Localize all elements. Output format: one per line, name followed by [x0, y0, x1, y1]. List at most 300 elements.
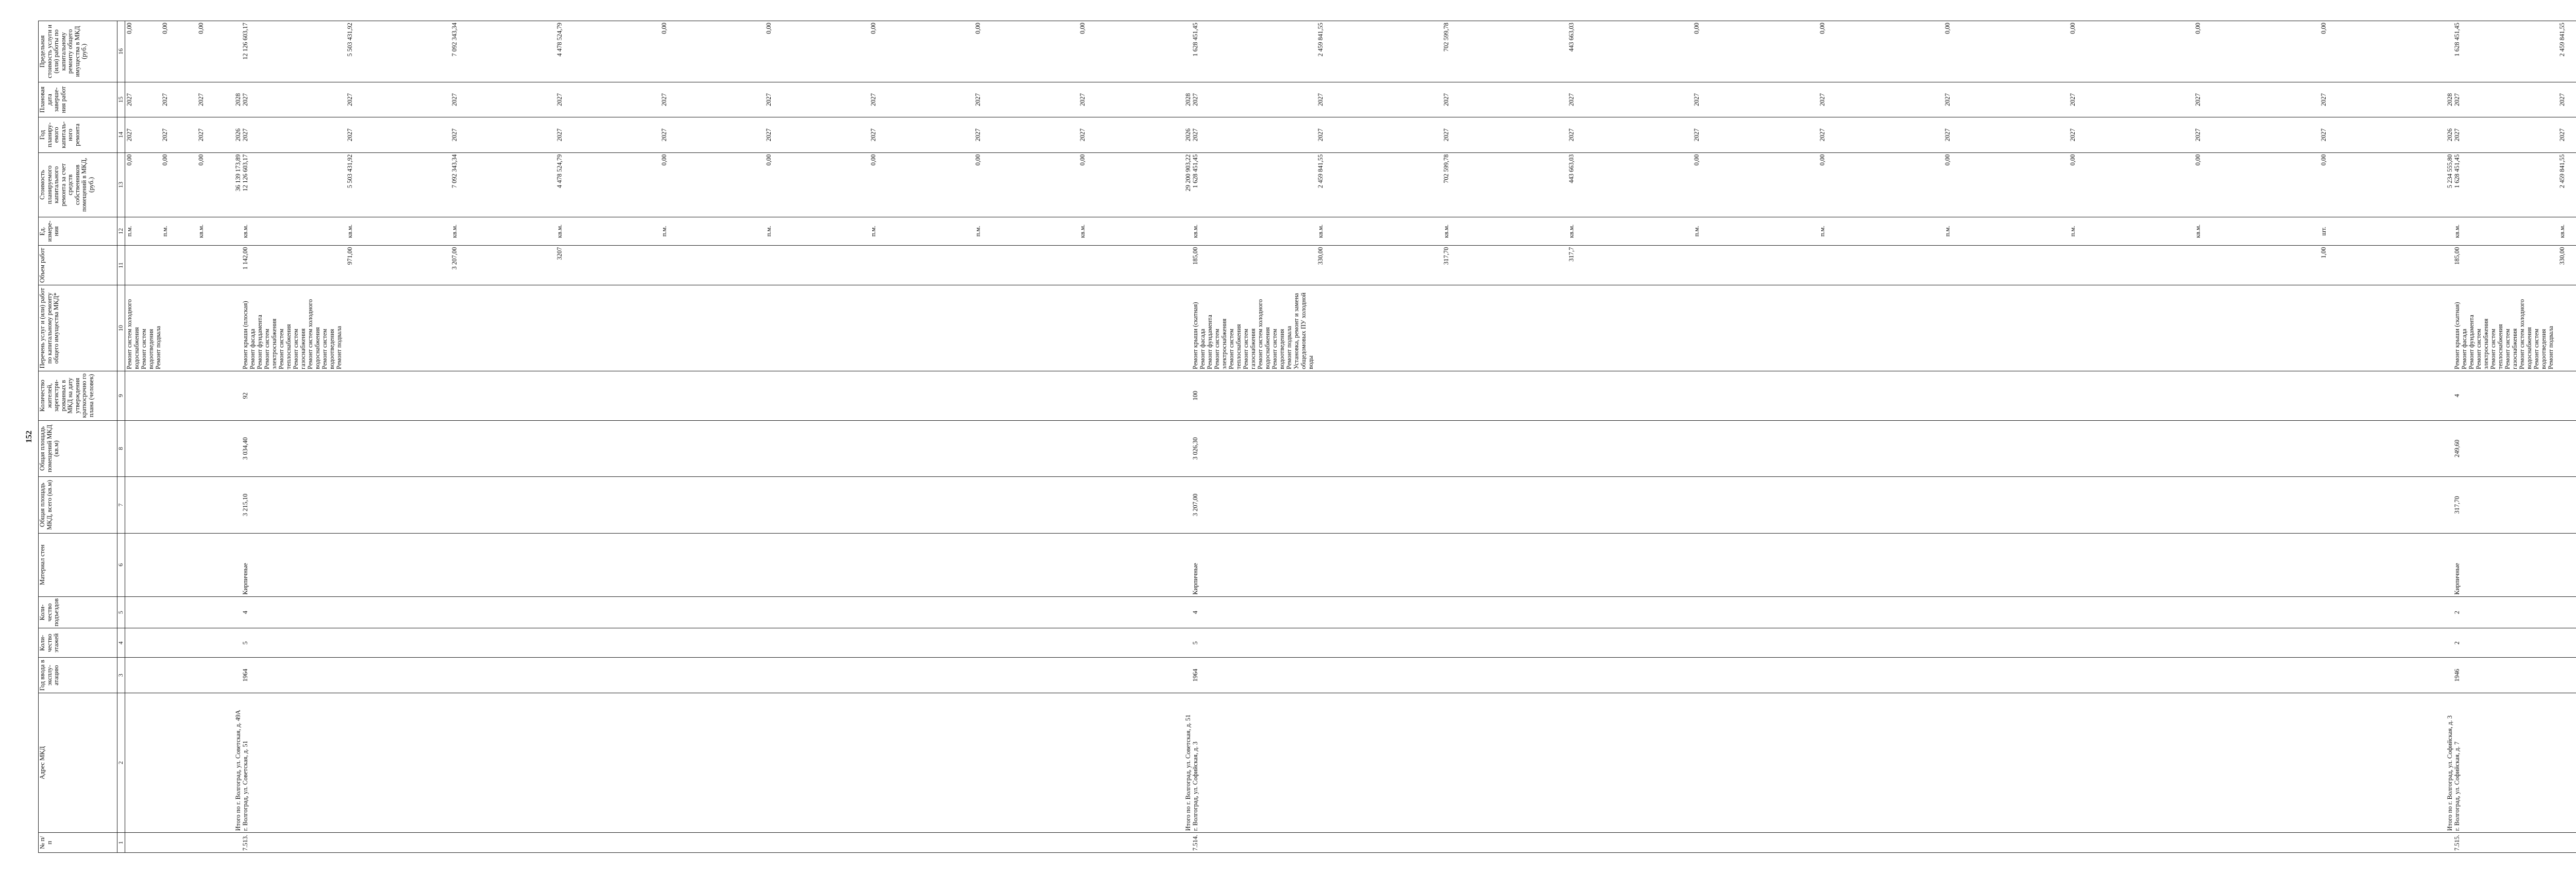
cell-line: 0,00 — [2194, 154, 2202, 166]
cell-line: 2028 — [1184, 93, 1192, 106]
cell-line: 2027 — [2319, 128, 2327, 142]
cell-line: 12 126 603,17 — [242, 23, 249, 60]
cell-line: 317,70 — [2453, 496, 2461, 514]
cell-line: 2027 — [2069, 93, 2077, 106]
cell-line: Ремонт крыши (плоская) — [242, 301, 249, 369]
cell-line — [2069, 247, 2194, 284]
cell-line: 2027 — [2069, 128, 2077, 142]
cell-line: 2027 — [660, 128, 668, 142]
cell-line — [1184, 630, 1192, 656]
address-cell — [2446, 693, 2576, 832]
cell-line — [234, 373, 242, 419]
cell-line: 2027 — [1818, 93, 1826, 106]
unit-cell — [1184, 217, 2446, 246]
cell-line: Кирпичные — [1191, 563, 1199, 595]
cell-line: 3 207,00 — [451, 247, 459, 270]
cell-line: Ремонт крыши (скатная) — [1191, 302, 1199, 369]
cost-cell — [234, 152, 1184, 217]
cell-line — [2446, 659, 2453, 691]
cell-line: г. Волгоград, ул. Советская, д. 51 — [242, 741, 249, 831]
cell-line: 5 234 555,80 — [2446, 154, 2454, 188]
unit-cell — [125, 217, 234, 246]
cell-line: Ремонт подвала — [154, 325, 162, 369]
cell-line — [234, 247, 242, 284]
cell-line: 2027 — [555, 128, 563, 142]
cell-line: Ремонт систем холодного водоснабжения — [125, 299, 140, 369]
cell-line — [1184, 373, 1192, 419]
cell-line: 2026 — [1184, 128, 1192, 142]
end-year-cell — [125, 82, 234, 117]
column-number-row — [117, 21, 125, 853]
table-body — [125, 21, 2576, 853]
cell-line: кв.м. — [346, 224, 354, 238]
cell-line: Ремонт фасада — [2461, 329, 2468, 369]
cell-line: 971,00 — [346, 247, 354, 265]
cell-line — [234, 219, 242, 244]
cell-line: 0,00 — [765, 154, 772, 166]
volume-cell — [125, 245, 234, 285]
cell-line: Ремонт систем газоснабжения — [1242, 328, 1257, 369]
cell-line — [1819, 247, 1944, 284]
cell-line — [1944, 247, 2069, 284]
cell-line: 317,70 — [1442, 247, 1450, 265]
cell-line: 2027 — [451, 93, 459, 106]
cell-line: 330,00 — [2558, 247, 2566, 265]
cell-line: г. Волгоград, ул. Софийская, д. 7 — [2453, 741, 2461, 831]
cell-line: 2 459 841,55 — [1317, 23, 1325, 57]
cell-line: 2027 — [974, 128, 981, 142]
limit-cell — [125, 21, 234, 82]
cell-line: 2027 — [1693, 128, 1701, 142]
column-number: 8 — [117, 420, 125, 476]
residents-cell — [234, 371, 1184, 420]
cell-line: кв.м. — [1191, 224, 1199, 238]
header-cell-11: Объем работ — [39, 245, 117, 285]
area-total-cell — [125, 477, 234, 533]
year-cell — [234, 658, 1184, 693]
header-cell-12: Ед. измере-ния — [39, 217, 117, 246]
cell-line: 443 663,03 — [1567, 154, 1575, 183]
floors-cell — [2446, 628, 2576, 658]
cell-line — [2446, 630, 2453, 656]
cell-line: 2027 — [869, 93, 877, 106]
cell-line: 317,7 — [1567, 247, 1575, 262]
cell-line — [1184, 834, 1192, 851]
cell-line: 2027 — [1442, 128, 1450, 142]
column-number: 3 — [117, 658, 125, 693]
cell-line: 702 599,78 — [1442, 23, 1450, 52]
cell-line: 2027 — [161, 93, 169, 106]
cell-line: 0,00 — [1078, 23, 1086, 34]
cell-line: Ремонт систем теплоснабжения — [2489, 324, 2504, 369]
cell-line: 1 628 451,45 — [2453, 23, 2461, 57]
works-cell — [234, 285, 1184, 371]
cell-line: 2027 — [2558, 93, 2566, 106]
cell-line: 5 503 431,92 — [346, 23, 354, 57]
limit-cell — [1184, 21, 2446, 82]
floors-cell — [1184, 628, 2446, 658]
cell-line: 0,00 — [869, 23, 877, 34]
cell-line: 2027 — [765, 128, 772, 142]
cell-line: 2027 — [1943, 93, 1951, 106]
cell-line: 7 092 343,34 — [451, 23, 459, 57]
material-cell — [2446, 533, 2576, 596]
cell-line: Ремонт систем холодного водоснабжения — [1256, 299, 1271, 369]
cell-line: 2027 — [346, 93, 354, 106]
cell-line: п.м. — [2069, 226, 2077, 237]
cell-line: Ремонт систем газоснабжения — [2504, 328, 2519, 369]
cell-line — [2446, 598, 2453, 627]
row-number-cell — [1184, 833, 2446, 853]
cell-line: 2026 — [2446, 128, 2454, 142]
cell-line: 2027 — [869, 128, 877, 142]
cell-line: п.м. — [974, 226, 981, 237]
header-cell-7: Общая площадь МКД, всего (кв.м) — [39, 477, 117, 533]
cell-line: 2027 — [1818, 128, 1826, 142]
table-row — [1184, 21, 2446, 853]
cell-line: 0,00 — [1943, 154, 1951, 166]
cell-line: 2027 — [2453, 93, 2461, 106]
cost-cell — [1184, 152, 2446, 217]
cell-line: 4 — [2453, 394, 2461, 398]
cell-line: Ремонт систем электроснабжения — [2475, 318, 2490, 369]
cell-line: Ремонт систем электроснабжения — [1213, 318, 1228, 369]
cell-line — [1184, 23, 1192, 80]
address-cell — [125, 693, 234, 832]
cell-line: 0,00 — [765, 23, 772, 34]
cell-line: 2027 — [2453, 128, 2461, 142]
cell-line: 5 — [242, 641, 249, 645]
area-premises-cell — [234, 420, 1184, 476]
cell-line: 0,00 — [660, 154, 668, 166]
cell-line: 3 215,10 — [242, 493, 249, 517]
cell-line: п.м. — [1818, 226, 1826, 237]
cell-line — [2446, 219, 2453, 244]
cell-line: Ремонт систем водоотведения — [2533, 329, 2548, 369]
cell-line: 2027 — [1943, 128, 1951, 142]
cell-line: Ремонт систем теплоснабжения — [1227, 324, 1242, 369]
year-cell — [1184, 658, 2446, 693]
residents-cell — [1184, 371, 2446, 420]
material-cell — [125, 533, 234, 596]
cell-line: 4 478 524,79 — [555, 23, 563, 57]
cell-line: 1 628 451,45 — [2453, 154, 2461, 188]
cell-line: 2027 — [1191, 128, 1199, 142]
cell-line — [2446, 478, 2453, 531]
limit-cell — [2446, 21, 2576, 82]
cell-line — [161, 247, 197, 284]
cell-line: 2027 — [1317, 128, 1325, 142]
cell-line: 0,00 — [1693, 23, 1701, 34]
floors-cell — [234, 628, 1184, 658]
cell-line: 0,00 — [2069, 23, 2077, 34]
cell-line: 29 200 903,22 — [1184, 154, 1192, 192]
cell-line: 1,00 — [2319, 247, 2327, 259]
column-number: 12 — [117, 217, 125, 246]
cell-line: 2027 — [2194, 128, 2202, 142]
column-number: 10 — [117, 285, 125, 371]
table-row — [234, 21, 1184, 853]
cell-line — [765, 247, 870, 284]
cell-line — [2446, 834, 2453, 851]
cell-line: 0,00 — [974, 23, 981, 34]
cell-line — [2446, 535, 2453, 595]
cell-line — [1184, 422, 1192, 475]
cell-line: кв.м. — [1567, 224, 1575, 238]
cell-line: 0,00 — [161, 154, 169, 166]
cell-line: 2027 — [1078, 93, 1086, 106]
cell-line: 7.514. — [1191, 834, 1199, 851]
column-number: 16 — [117, 21, 125, 82]
column-number: 6 — [117, 533, 125, 596]
cell-line — [1693, 247, 1818, 284]
cell-line: 5 503 431,92 — [346, 154, 354, 188]
cell-line — [234, 834, 242, 851]
header-cell-16: Предельная стоимость услуги и (или) работы по капитальному ремонту общего имущества в МКД (руб.) — [39, 21, 117, 82]
area-premises-cell — [2446, 420, 2576, 476]
cell-line: 1 628 451,45 — [1191, 23, 1199, 57]
cell-line — [197, 247, 233, 284]
cell-line: 0,00 — [197, 154, 205, 166]
cell-line: 92 — [242, 392, 249, 399]
cell-line: Ремонт подвала — [1285, 325, 1293, 369]
cell-line: 0,00 — [2069, 154, 2077, 166]
cell-line: 2027 — [660, 93, 668, 106]
cell-line: 3207 — [555, 247, 563, 260]
cell-line: 2027 — [346, 128, 354, 142]
cell-line: 1 142,00 — [242, 247, 249, 270]
cell-line: 0,00 — [1693, 154, 1701, 166]
cell-line: 2027 — [2558, 128, 2566, 142]
cell-line: 4 — [1191, 610, 1199, 614]
entrances-cell — [2446, 596, 2576, 628]
material-cell — [234, 533, 1184, 596]
cell-line: 2027 — [451, 128, 459, 142]
year-cell — [2446, 658, 2576, 693]
cell-line: 2028 — [2446, 93, 2454, 106]
cell-line: 2 — [2453, 610, 2461, 614]
header-cell-5: Коли-чество подъездов — [39, 596, 117, 628]
cell-line: 2027 — [1317, 93, 1325, 106]
cell-line: кв.м. — [1442, 224, 1450, 238]
cell-line: 330,00 — [1317, 247, 1325, 265]
cell-line: 0,00 — [660, 23, 668, 34]
plan-year-cell — [125, 117, 234, 152]
volume-cell — [1184, 245, 2446, 285]
cell-line: Установка, ремонт и замена общедомовых ПУ холодной воды — [1292, 293, 1314, 369]
cell-line: 2027 — [242, 93, 249, 106]
cell-line — [2446, 23, 2453, 80]
cell-line: 2 459 841,55 — [2558, 154, 2566, 188]
cell-line: кв.м. — [555, 224, 563, 238]
material-cell — [1184, 533, 2446, 596]
header-cell-4: Коли-чество этажей — [39, 628, 117, 658]
cell-line: 2027 — [161, 128, 169, 142]
cell-line: 2027 — [2194, 93, 2202, 106]
cell-line: 185,00 — [1191, 247, 1199, 265]
cell-line: 12 126 603,17 — [242, 154, 249, 192]
cell-line: 2027 — [197, 128, 205, 142]
cell-line: Ремонт фасада — [249, 329, 257, 369]
cell-line: 2026 — [234, 128, 242, 142]
repair-plan-table — [38, 21, 2576, 853]
unit-cell — [2446, 217, 2576, 246]
cell-line: п.м. — [660, 226, 668, 237]
area-total-cell — [234, 477, 1184, 533]
cell-line — [234, 598, 242, 627]
cell-line: Итого по г. Волгоград, ул. Советская, д. 51 — [1184, 714, 1192, 831]
cell-line: Ремонт крыши (скатная) — [2453, 302, 2461, 369]
cell-line: 2027 — [125, 128, 133, 142]
cell-line — [1184, 598, 1192, 627]
cell-line: 0,00 — [125, 23, 133, 34]
column-number: 7 — [117, 477, 125, 533]
row-number-cell — [125, 833, 234, 853]
row-number-cell — [234, 833, 1184, 853]
cell-line: 2027 — [242, 128, 249, 142]
cell-line — [870, 247, 974, 284]
page-number: 152 — [25, 431, 33, 443]
cell-line: 0,00 — [2319, 23, 2327, 34]
address-cell — [1184, 693, 2446, 832]
residents-cell — [125, 371, 234, 420]
cell-line: 1964 — [1191, 669, 1199, 682]
column-number: 11 — [117, 245, 125, 285]
end-year-cell — [2446, 82, 2576, 117]
cell-line: 0,00 — [1818, 154, 1826, 166]
cell-line: 0,00 — [974, 154, 981, 166]
cell-line: Ремонт систем газоснабжения — [292, 328, 307, 369]
cell-line: 0,00 — [161, 23, 169, 34]
cell-line — [1184, 287, 1192, 369]
cell-line: Ремонт систем электроснабжения — [263, 318, 278, 369]
column-number: 9 — [117, 371, 125, 420]
cell-line — [2446, 373, 2453, 419]
cost-cell — [125, 152, 234, 217]
cost-cell — [2446, 152, 2576, 217]
cell-line: кв.м. — [451, 224, 459, 238]
cell-line: 2027 — [765, 93, 772, 106]
cell-line: кв.м. — [242, 224, 249, 238]
table-row — [2446, 21, 2576, 853]
area-total-cell — [1184, 477, 2446, 533]
cell-line: г. Волгоград, ул. Софийская, д. 3 — [1191, 741, 1199, 831]
cell-line: кв.м. — [2558, 224, 2566, 238]
cell-line: Ремонт систем водоотведения — [1270, 329, 1285, 369]
cell-line: Ремонт систем холодного водоснабжения — [307, 299, 321, 369]
cell-line: 3 034,40 — [242, 437, 249, 460]
address-cell — [234, 693, 1184, 832]
table-row — [125, 21, 234, 853]
cell-line: 249,60 — [2453, 439, 2461, 458]
works-cell — [2446, 285, 2576, 371]
cell-line — [2446, 422, 2453, 475]
cell-line: 0,00 — [2194, 23, 2202, 34]
end-year-cell — [1184, 82, 2446, 117]
cell-line: 2 — [2453, 641, 2461, 645]
end-year-cell — [234, 82, 1184, 117]
cell-line: 1 628 451,45 — [1191, 154, 1199, 188]
cell-line: 1964 — [242, 669, 249, 682]
cell-line: кв.м. — [2453, 224, 2461, 238]
cell-line: Ремонт подвала — [335, 325, 343, 369]
cell-line: 4 478 524,79 — [555, 154, 563, 188]
cell-line: Ремонт подвала — [2547, 325, 2555, 369]
cell-line: 2027 — [1191, 93, 1199, 106]
header-cell-3: Год ввода в эксплу-атацию — [39, 658, 117, 693]
row-number-cell — [2446, 833, 2576, 853]
cell-line: 2027 — [1078, 128, 1086, 142]
cell-line — [1184, 478, 1192, 531]
rotated-sheet — [21, 21, 2566, 853]
header-cell-13: Стоимость планируемого капитального ремонта за счет средств собственников помещений в МКД, (руб.) — [39, 152, 117, 217]
cell-line: 2027 — [1693, 93, 1701, 106]
entrances-cell — [125, 596, 234, 628]
cell-line: п.м. — [765, 226, 772, 237]
cell-line: Ремонт систем водоотведения — [140, 329, 155, 369]
works-cell — [125, 285, 234, 371]
cell-line — [660, 247, 765, 284]
cell-line: 2027 — [125, 93, 133, 106]
cell-line: п.м. — [1693, 226, 1701, 237]
works-cell — [1184, 285, 2446, 371]
cell-line — [2446, 247, 2453, 284]
cell-line: 100 — [1191, 390, 1199, 401]
plan-year-cell — [234, 117, 1184, 152]
cell-line: 2028 — [234, 93, 242, 106]
cell-line: Ремонт систем холодного водоснабжения — [2518, 299, 2533, 369]
cell-line: 443 663,03 — [1567, 23, 1575, 52]
cell-line — [234, 478, 242, 531]
cell-line: 702 599,78 — [1442, 154, 1450, 183]
cell-line: 36 139 173,89 — [234, 154, 242, 192]
cell-line: 4 — [242, 610, 249, 614]
cell-line: 185,00 — [2453, 247, 2461, 265]
cell-line — [1184, 219, 1192, 244]
header-cell-2: Адрес МКД — [39, 693, 117, 832]
cell-line — [1184, 247, 1192, 284]
cell-line — [234, 422, 242, 475]
cell-line: Кирпичные — [242, 563, 249, 595]
plan-year-cell — [2446, 117, 2576, 152]
cell-line: 2027 — [1567, 128, 1575, 142]
header-cell-14: Год планиру-емого капиталь-ного ремонта — [39, 117, 117, 152]
area-total-cell — [2446, 477, 2576, 533]
cell-line: 0,00 — [869, 154, 877, 166]
cell-line: Ремонт фундамента — [1206, 315, 1213, 369]
column-number: 1 — [117, 833, 125, 853]
cell-line — [2194, 247, 2319, 284]
cell-line — [974, 247, 1079, 284]
cell-line: 2 459 841,55 — [2558, 23, 2566, 57]
cell-line — [1184, 535, 1192, 595]
header-row — [39, 21, 117, 853]
cell-line — [234, 287, 242, 369]
cell-line: Ремонт систем водоотведения — [321, 329, 336, 369]
volume-cell — [2446, 245, 2576, 285]
header-cell-6: Материал стен — [39, 533, 117, 596]
column-number: 13 — [117, 152, 125, 217]
plan-year-cell — [1184, 117, 2446, 152]
cell-line — [234, 630, 242, 656]
header-cell-10: Перечень услуг и (или) работ по капитальному ремонту общего имущества МКД* — [39, 285, 117, 371]
cell-line: 0,00 — [125, 154, 133, 166]
column-number: 4 — [117, 628, 125, 658]
cell-line: п.м. — [1943, 226, 1951, 237]
column-number: 14 — [117, 117, 125, 152]
cell-line: шт. — [2319, 227, 2327, 236]
cell-line: кв.м. — [2194, 224, 2202, 238]
